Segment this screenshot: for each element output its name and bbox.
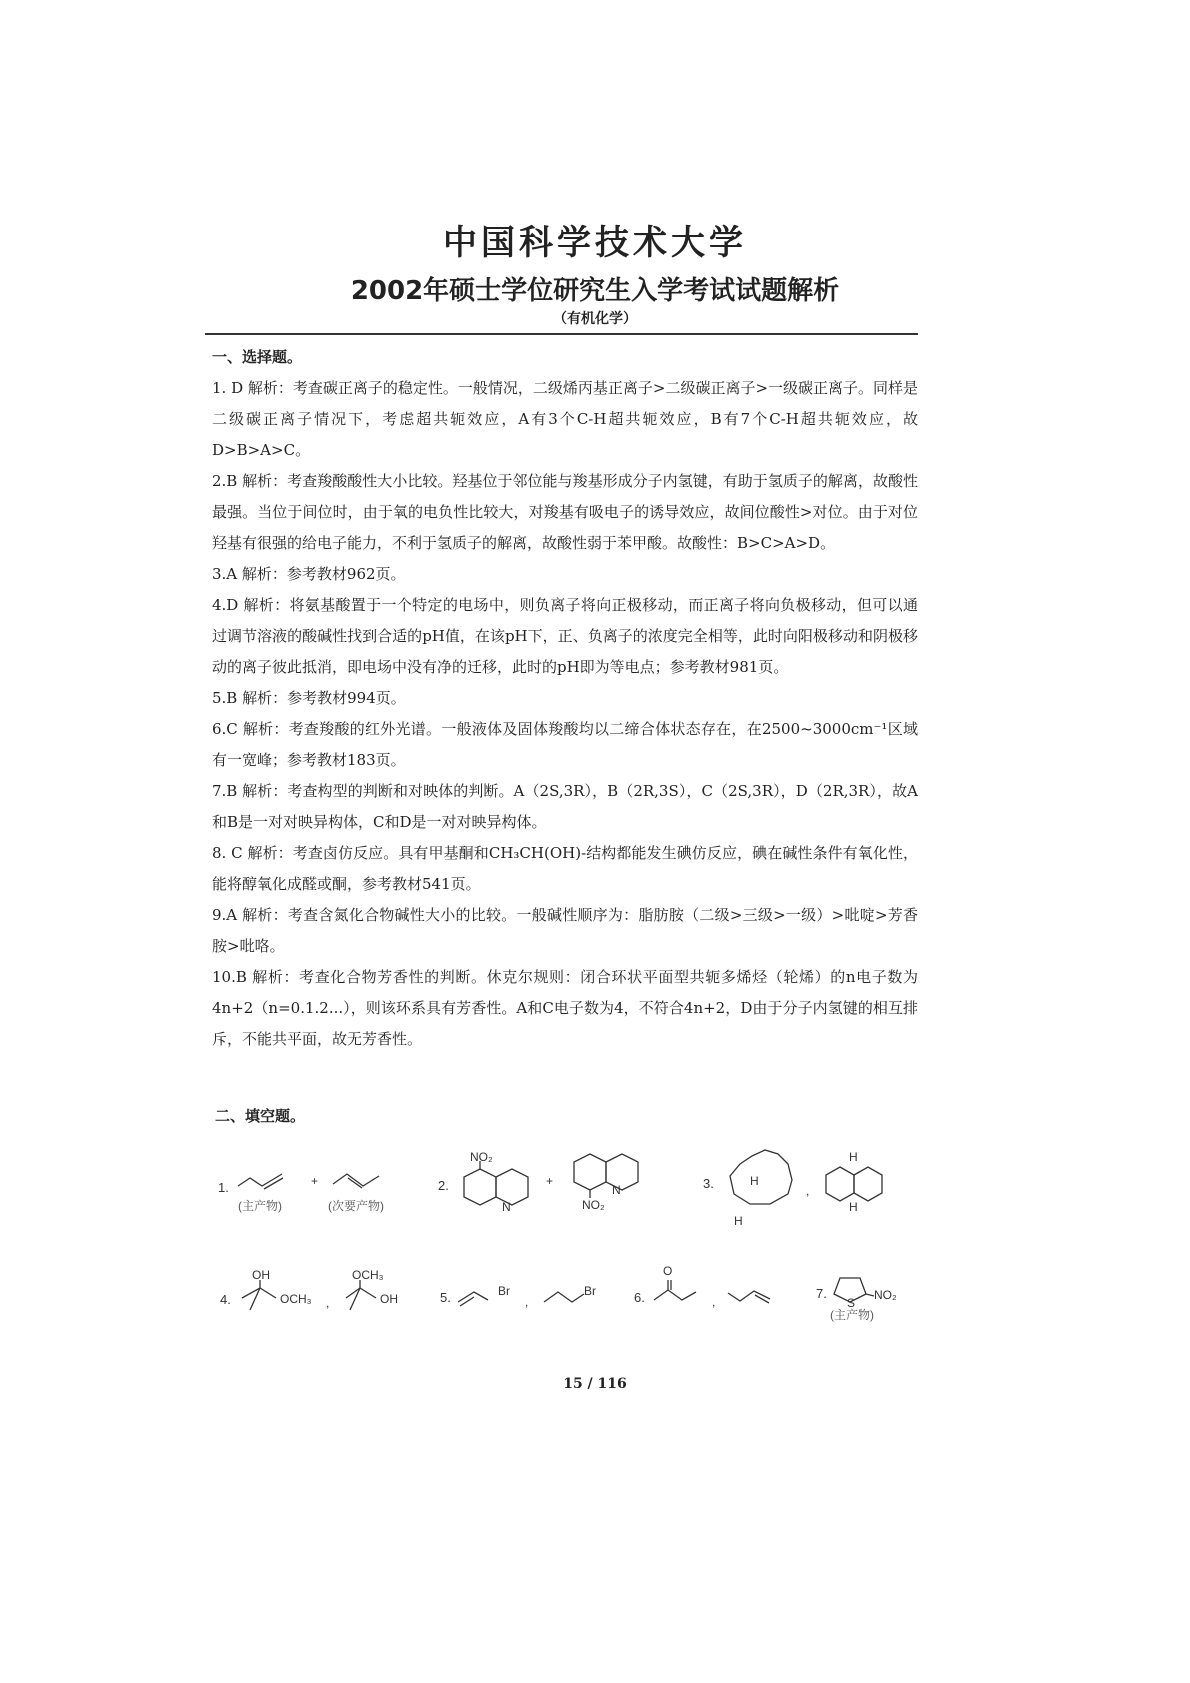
hydrogen-label: H xyxy=(750,1174,759,1188)
answer-item: 8. C 解析：考查卤仿反应。具有甲基酮和CH₃CH(OH)-结构都能发生碘仿反应，碘在碱性条件有氧化性，能将醇氧化成醛或酮，参考教材541页。 xyxy=(212,844,918,893)
answer-number: 7. xyxy=(816,1286,827,1301)
hydrogen-label: H xyxy=(849,1150,858,1164)
methoxy-label: OCH₃ xyxy=(280,1292,312,1306)
comma: , xyxy=(712,1295,716,1309)
answer-item: 6.C 解析：考查羧酸的红外光谱。一般液体及固体羧酸均以二缔合体状态存在，在2500~3000cm⁻¹区域有一宽峰；参考教材183页。 xyxy=(212,720,918,769)
bromine-label: Br xyxy=(498,1284,510,1298)
answer-number: 5. xyxy=(440,1290,451,1305)
hydroxyl-label: OH xyxy=(380,1292,398,1306)
comma: , xyxy=(525,1295,529,1309)
minor-product-label: (次要产物) xyxy=(328,1199,384,1213)
nitrogen-label: N xyxy=(502,1200,511,1214)
subject-label: （有机化学） xyxy=(553,311,637,327)
answer-number: 3. xyxy=(703,1176,714,1191)
2-butene-structure xyxy=(333,1172,383,1192)
nitro-label: NO₂ xyxy=(582,1198,605,1212)
answer-number: 6. xyxy=(634,1290,645,1305)
page-subtitle: 2002年硕士学位研究生入学考试试题解析 xyxy=(350,276,840,306)
cyclodecapentaene-structure xyxy=(720,1150,810,1210)
allyl-bromide-structure xyxy=(456,1288,501,1308)
butanone-structure xyxy=(652,1280,702,1310)
plus-sign: + xyxy=(546,1174,554,1188)
answer-item: 7.B 解析：考查构型的判断和对映体的判断。A（2S,3R），B（2R,3S），C（2S,3R），D（2R,3R），故A和B是一对对映异构体，C和D是一对对映异构体。 xyxy=(212,782,918,831)
methoxy-alcohol-structure xyxy=(240,1282,285,1312)
hydrogen-label: H xyxy=(849,1200,858,1214)
answer-number: 4. xyxy=(220,1292,231,1307)
header-divider xyxy=(205,333,918,335)
section-choice xyxy=(212,342,918,1055)
hydroxyl-label: OH xyxy=(252,1268,270,1282)
5-nitroquinoline-structure xyxy=(460,1167,530,1217)
methoxy-label: OCH₃ xyxy=(352,1268,384,1282)
answer-item: 10.B 解析：考查化合物芳香性的判断。休克尔规则：闭合环状平面型共轭多烯烃（轮烯）的n电子数为4n+2（n=0.1.2...），则该环系具有芳香性。A和C电子数为4，不符合4n+2，D由于分子内氢键的相互排斥，不能共平面，故无芳香性。 xyxy=(212,968,918,1048)
answer-number: 2. xyxy=(438,1178,449,1193)
answer-item: 4.D 解析：将氨基酸置于一个特定的电场中，则负离子将向正极移动，而正离子将向负极移动，但可以通过调节溶液的酸碱性找到合适的pH值，在该pH下，正、负离子的浓度完全相等，此时向阳极移动和阴极移动的离子彼此抵消，即电场中没有净的迁移，此时的pH即为等电点；参考教材981页。 xyxy=(212,596,918,676)
answer-item: 3.A 解析：参考教材962页。 xyxy=(212,565,406,583)
hydrogen-label: H xyxy=(734,1214,743,1228)
1-butene-structure xyxy=(238,1172,288,1192)
answer-item: 5.B 解析：参考教材994页。 xyxy=(212,689,406,707)
oxygen-label: O xyxy=(663,1264,673,1278)
bromine-label: Br xyxy=(584,1284,596,1298)
section-heading: 二、填空题。 xyxy=(215,1107,306,1125)
page-number: 15 / 116 xyxy=(563,1376,627,1392)
comma: , xyxy=(326,1296,330,1310)
propyl-bromide-structure xyxy=(542,1288,587,1308)
dihydronaphthalene-structure xyxy=(822,1165,892,1205)
nitro-label: NO₂ xyxy=(874,1288,897,1302)
major-product-label: (主产物) xyxy=(830,1308,874,1322)
8-nitroquinoline-structure xyxy=(570,1152,640,1202)
answer-item: 1. D 解析：考查碳正离子的稳定性。一般情况，二级烯丙基正离子>二级碳正离子>一级碳正离子。同样是二级碳正离子情况下，考虑超共轭效应，A有3个C-H超共轭效应，B有7个C-H超共轭效应，故D>B>A>C。 xyxy=(212,379,919,459)
comma: , xyxy=(806,1184,810,1198)
major-product-label: (主产物) xyxy=(238,1199,282,1213)
plus-sign: + xyxy=(311,1174,319,1188)
answer-number: 1. xyxy=(218,1180,229,1195)
answer-item: 2.B 解析：考查羧酸酸性大小比较。羟基位于邻位能与羧基形成分子内氢键，有助于氢质子的解离，故酸性最强。当位于间位时，由于氧的电负性比较大，对羧基有吸电子的诱导效应，故间位酸性>对位。由于对位羟基有很强的给电子能力，不利于氢质子的解离，故酸性弱于苯甲酸。故酸性：B>C>A>D。 xyxy=(212,472,918,552)
answer-item: 9.A 解析：考查含氮化合物碱性大小的比较。一般碱性顺序为：脂肪胺（二级>三级>一级）>吡啶>芳香胺>吡咯。 xyxy=(212,906,918,955)
page-title: 中国科学技术大学 xyxy=(443,223,747,263)
sulfur-label: S xyxy=(847,1296,856,1310)
nitro-label: NO₂ xyxy=(470,1150,493,1164)
section-heading: 一、选择题。 xyxy=(212,348,303,366)
1-butene-structure xyxy=(728,1285,778,1305)
nitrogen-label: N xyxy=(612,1183,621,1197)
